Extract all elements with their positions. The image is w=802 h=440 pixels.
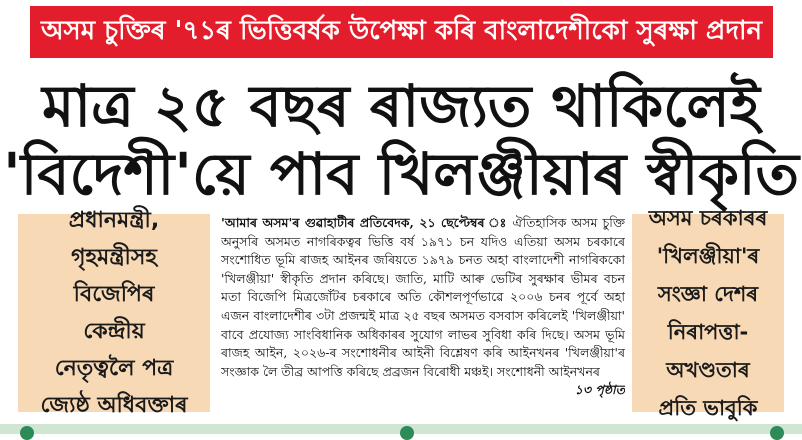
right-box-line: 'খিলঞ্জীয়া'ৰ [656, 244, 760, 268]
right-box-line: নিৰাপত্তা- [667, 320, 749, 344]
left-box-line: প্ৰধানমন্ত্ৰী, [68, 208, 160, 233]
headline-line-1: মাত্ৰ ২৫ বছৰ ৰাজ্যত থাকিলেই [42, 72, 760, 140]
emblem-icon [770, 426, 784, 440]
left-box-line: গৃহমন্ত্ৰীসহ [71, 245, 157, 270]
article-text: ঐতিহাসিক অসম চুক্তি অনুসৰি অসমত নাগৰিকত্বৰ ভিত্তি বৰ্ষ ১৯৭১ চন যদিও এতিয়া অসম চৰকাৰে সংশোধিত ভূমি ৰাজহ আইনৰ জৰিয়তে ১৯৭৯ চনত অহা বাংলাদেশী নাগৰিককো 'খিলঞ্জীয়া' স্বীকৃতি প্ৰদান কৰিছে। জাতি, মাটি আৰু ভেটিৰ সুৰক্ষাৰ ভীমৰ বচন মতা বিজেপি মিত্ৰজোঁটৰ চৰকাৰে অতি কৌশলপূৰ্ণভাৱে ২০০৬ চনৰ পূৰ্বে অহা এজন বাংলাদেশীৰ ৩টা প্ৰজন্মই মাত্ৰ ২৫ বছৰ অসমত বসবাস কৰিলেই 'খিলঞ্জীয়া' বাবে প্ৰযোজ্য সাংবিধানিক অধিকাৰৰ সুযোগ লাভৰ সুবিধা কৰি দিছে। অসম ভূমি ৰাজহ আইন, ২০২৬-ৰ সংশোধনীৰ আইনী বিশ্লেষণ কৰি আইনখনৰ 'খিলঞ্জীয়া'ৰ সংজ্ঞাক লৈ তীব্ৰ আপত্তি কৰিছে প্ৰব্ৰজন বিৰোধী মঞ্চই। সংশোধনী আইনখনৰ [221, 215, 625, 379]
left-box-line: কেন্দ্ৰীয় [83, 319, 145, 344]
bottom-strip [0, 424, 802, 434]
headline-line-2: 'বিদেশী'য়ে পাব খিলঞ্জীয়াৰ স্বীকৃতি [2, 140, 800, 208]
top-banner [30, 6, 773, 58]
left-box-line: নেতৃত্বলৈ পত্ৰ [54, 356, 174, 381]
emblem-icon [400, 426, 414, 440]
right-highlight-box [632, 206, 784, 420]
right-box-line: প্ৰতি ভাবুকি [658, 396, 758, 420]
article-dateline: 'আমাৰ অসম'ৰ গুৱাহাটীৰ প্ৰতিবেদক, ২১ ছেপ্টেম্বৰ ঃ [221, 215, 508, 230]
continued-page-ref[interactable]: ১৩ পৃষ্ঠাত [574, 382, 625, 398]
left-highlight-box [18, 208, 210, 418]
right-box-line: অখণ্ডতাৰ [666, 358, 750, 382]
article-body [221, 214, 625, 414]
left-box-line: বিজেপিৰ [73, 282, 155, 307]
right-box-line: অসম চৰকাৰৰ [648, 206, 768, 230]
right-box-line: সংজ্ঞা দেশৰ [657, 282, 759, 306]
banner-text: অসম চুক্তিৰ '৭১ৰ ভিত্তিবৰ্ষক উপেক্ষা কৰি বাংলাদেশীকো সুৰক্ষা প্ৰদান [40, 16, 763, 46]
left-box-line: জ্যেষ্ঠ অধিবক্তাৰ [40, 393, 188, 418]
emblem-icon [20, 426, 34, 440]
